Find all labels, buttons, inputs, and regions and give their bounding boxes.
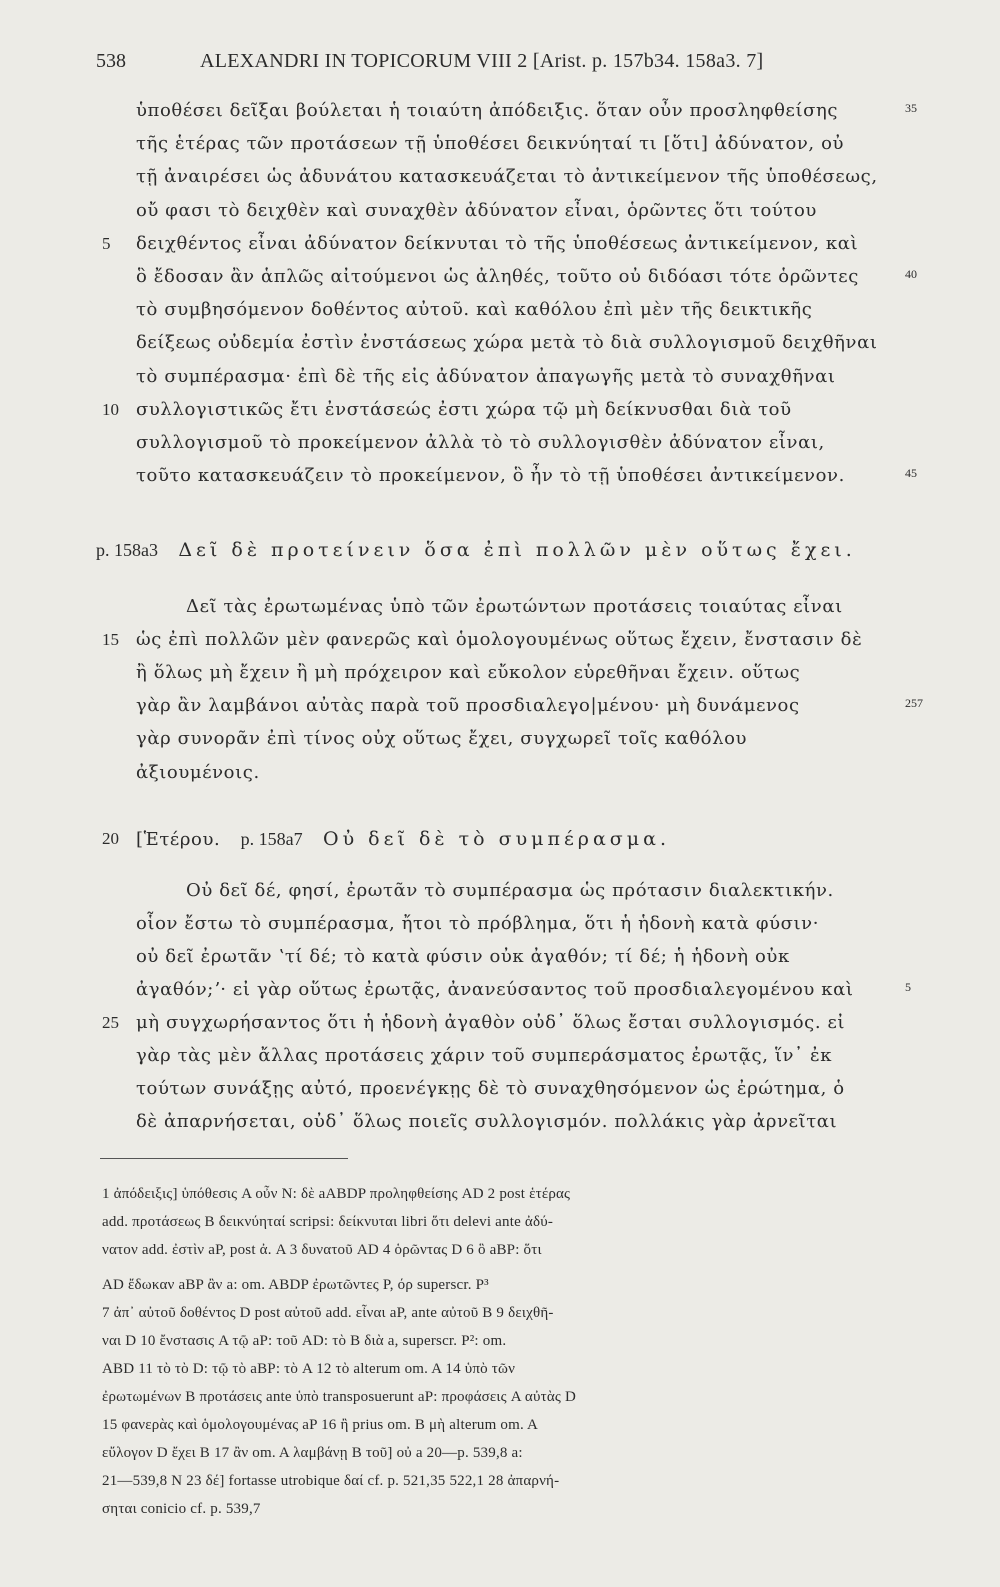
lemma-heading [96, 539, 856, 561]
text-line: ὑποθέσει δεῖξαι βούλεται ἡ τοιαύτη ἀπόδειξις. ὅταν οὖν προσληφθείσης [136, 100, 839, 121]
text-line: δείξεως οὐδεμία ἐστὶν ἐνστάσεως χώρα μετὰ τὸ διὰ συλλογισμοῦ δειχθῆναι [136, 332, 878, 353]
margin-number: 257 [905, 696, 923, 710]
apparatus-line: AD ἔδωκαν aBP ἂν a: om. ABDP ἐρωτῶντες P, όρ superscr. P³ [102, 1277, 489, 1293]
apparatus-line: νατον add. ἐστὶν aP, post ἀ. A 3 δυνατοῦ AD 4 ὁρῶντας D 6 ὃ aBP: ὅτι [102, 1242, 542, 1258]
apparatus-line: σηται conicio cf. p. 539,7 [102, 1501, 261, 1517]
line-number: 15 [102, 630, 119, 649]
text-line: ὡς ἐπὶ πολλῶν μὲν φανερῶς καὶ ὁμολογουμένως οὕτως ἔχειν, ἔνστασιν δὲ [136, 629, 863, 650]
margin-number: 40 [905, 267, 917, 281]
apparatus-line: εὔλογον D ἔχει B 17 ἂν om. A λαμβάνῃ B τοῦ] οὐ a 20—p. 539,8 a: [102, 1445, 523, 1461]
text-line: Οὐ δεῖ δέ, φησί, ἐρωτᾶν τὸ συμπέρασμα ὡς πρότασιν διαλεκτικήν. [186, 880, 834, 901]
line-number: 5 [102, 234, 111, 253]
text-line: τὸ συμπέρασμα· ἐπὶ δὲ τῆς εἰς ἀδύνατον ἀπαγωγῆς μετὰ τὸ συναχθῆναι [136, 366, 836, 387]
page-header [96, 50, 856, 73]
text-line: τῇ ἀναιρέσει ὡς ἀδυνάτου κατασκευάζεται τὸ ἀντικείμενον τῆς ὑποθέσεως, [136, 166, 878, 187]
line-number: 10 [102, 400, 119, 419]
text-line: ἢ ὅλως μὴ ἔχειν ἢ μὴ πρόχειρον καὶ εὔκολον εὑρεθῆναι ἔχειν. οὕτως [136, 662, 801, 683]
footnote-rule [100, 1158, 348, 1159]
page-number: 538 [96, 50, 126, 72]
apparatus-line: ναι D 10 ἔνστασις A τῷ aP: τοῦ AD: τὸ B διὰ a, superscr. P²: om. [102, 1333, 507, 1349]
line-number: 20 [102, 829, 119, 848]
text-line: τῆς ἑτέρας τῶν προτάσεων τῇ ὑποθέσει δεικνύηταί τι [ὅτι] ἀδύνατον, οὐ [136, 133, 845, 154]
text-line: ἀξιουμένοις. [136, 762, 260, 783]
apparatus-line: add. προτάσεως B δεικνύηταί scripsi: δείκνυται libri ὅτι delevi ante ἀδύ- [102, 1214, 554, 1230]
margin-number: 35 [905, 101, 917, 115]
lemma-heading [136, 828, 670, 850]
text-line: ὃ ἔδοσαν ἂν ἁπλῶς αἰτούμενοι ὡς ἀληθές, τοῦτο οὐ διδόασι τότε ὁρῶντες [136, 266, 859, 287]
apparatus-line: 7 ἀπ᾽ αὐτοῦ δοθέντος D post αὐτοῦ add. εἶναι aP, ante αὐτοῦ B 9 δειχθῆ- [102, 1305, 554, 1321]
lemma-text: Οὐ δεῖ δὲ τὸ συμπέρασμα. [323, 828, 670, 850]
text-line: δειχθέντος εἶναι ἀδύνατον δείκνυται τὸ τῆς ὑποθέσεως ἀντικείμενον, καὶ [136, 233, 859, 254]
lemma-reference: p. 158a3 [96, 540, 158, 560]
running-title: ALEXANDRI IN TOPICORUM VIII 2 [Arist. p. 157b34. 158a3. 7] [200, 50, 764, 72]
apparatus-line: ἐρωτωμένων B προτάσεις ante ὑπὸ transposuerunt aP: προφάσεις A αὐτὰς D [102, 1389, 576, 1405]
text-line: Δεῖ τὰς ἐρωτωμένας ὑπὸ τῶν ἐρωτώντων προτάσεις τοιαύτας εἶναι [186, 596, 843, 617]
text-line: οὐ δεῖ ἐρωτᾶν ʽτί δέ; τὸ κατὰ φύσιν οὐκ ἀγαθόν; τί δέ; ἡ ἡδονὴ οὐκ [136, 946, 790, 967]
text-line: συλλογισμοῦ τὸ προκείμενον ἀλλὰ τὸ τὸ συλλογισθὲν ἀδύνατον εἶναι, [136, 432, 825, 453]
apparatus-line: ABD 11 τὸ τὸ D: τῷ τὸ aBP: τὸ A 12 τὸ alterum om. A 14 ὑπὸ τῶν [102, 1361, 516, 1377]
apparatus-line: 15 φανερὰς καὶ ὁμολογουμένας aP 16 ἢ prius om. B μὴ alterum om. A [102, 1417, 539, 1433]
text-line: συλλογιστικῶς ἔτι ἐνστάσεώς ἐστι χώρα τῷ μὴ δείκνυσθαι διὰ τοῦ [136, 399, 792, 420]
text-line: γὰρ τὰς μὲν ἄλλας προτάσεις χάριν τοῦ συμπεράσματος ἐρωτᾷς, ἵν᾽ ἐκ [136, 1045, 833, 1066]
text-line: οὔ φασι τὸ δειχθὲν καὶ συναχθὲν ἀδύνατον εἶναι, ὁρῶντες ὅτι τούτου [136, 200, 817, 221]
lemma-prefix: [Ἑτέρου. [136, 829, 221, 850]
text-line: δὲ ἀπαρνήσεται, οὐδ᾽ ὅλως ποιεῖς συλλογισμόν. πολλάκις γὰρ ἀρνεῖται [136, 1111, 838, 1132]
text-line: τούτων συνάξῃς αὐτό, προενέγκῃς δὲ τὸ συναχθησόμενον ὡς ἐρώτημα, ὁ [136, 1078, 845, 1099]
text-line: οἷον ἔστω τὸ συμπέρασμα, ἤτοι τὸ πρόβλημα, ὅτι ἡ ἡδονὴ κατὰ φύσιν· [136, 913, 820, 934]
text-line: τοῦτο κατασκευάζειν τὸ προκείμενον, ὃ ἦν τὸ τῇ ὑποθέσει ἀντικείμενον. [136, 465, 845, 486]
text-line: ἀγαθόν;ʼ· εἰ γὰρ οὕτως ἐρωτᾷς, ἀνανεύσαντος τοῦ προσδιαλεγομένου καὶ [136, 979, 854, 1000]
text-line: μὴ συγχωρήσαντος ὅτι ἡ ἡδονὴ ἀγαθὸν οὐδ᾽ ὅλως ἔσται συλλογισμός. εἰ [136, 1012, 846, 1033]
apparatus-line: 21—539,8 N 23 δέ] fortasse utrobique δαί cf. p. 521,35 522,1 28 ἀπαρνή- [102, 1473, 560, 1489]
text-line: γὰρ συνορᾶν ἐπὶ τίνος οὐχ οὕτως ἔχει, συγχωρεῖ τοῖς καθόλου [136, 728, 748, 749]
lemma-text: Δεῖ δὲ προτείνειν ὅσα ἐπὶ πολλῶν μὲν οὕτως ἔχει. [178, 539, 856, 561]
line-number: 25 [102, 1013, 119, 1032]
text-line: τὸ συμβησόμενον δοθέντος αὐτοῦ. καὶ καθόλου ἐπὶ μὲν τῆς δεικτικῆς [136, 299, 813, 320]
text-line: γὰρ ἂν λαμβάνοι αὐτὰς παρὰ τοῦ προσδιαλεγο|μένου· μὴ δυνάμενος [136, 695, 800, 716]
margin-number: 45 [905, 466, 917, 480]
apparatus-line: 1 ἀπόδειξις] ὑπόθεσις A οὖν N: δὲ aABDP προληφθείσης AD 2 post ἑτέρας [102, 1186, 571, 1202]
lemma-reference: p. 158a7 [240, 829, 303, 849]
margin-number: 5 [905, 980, 911, 994]
